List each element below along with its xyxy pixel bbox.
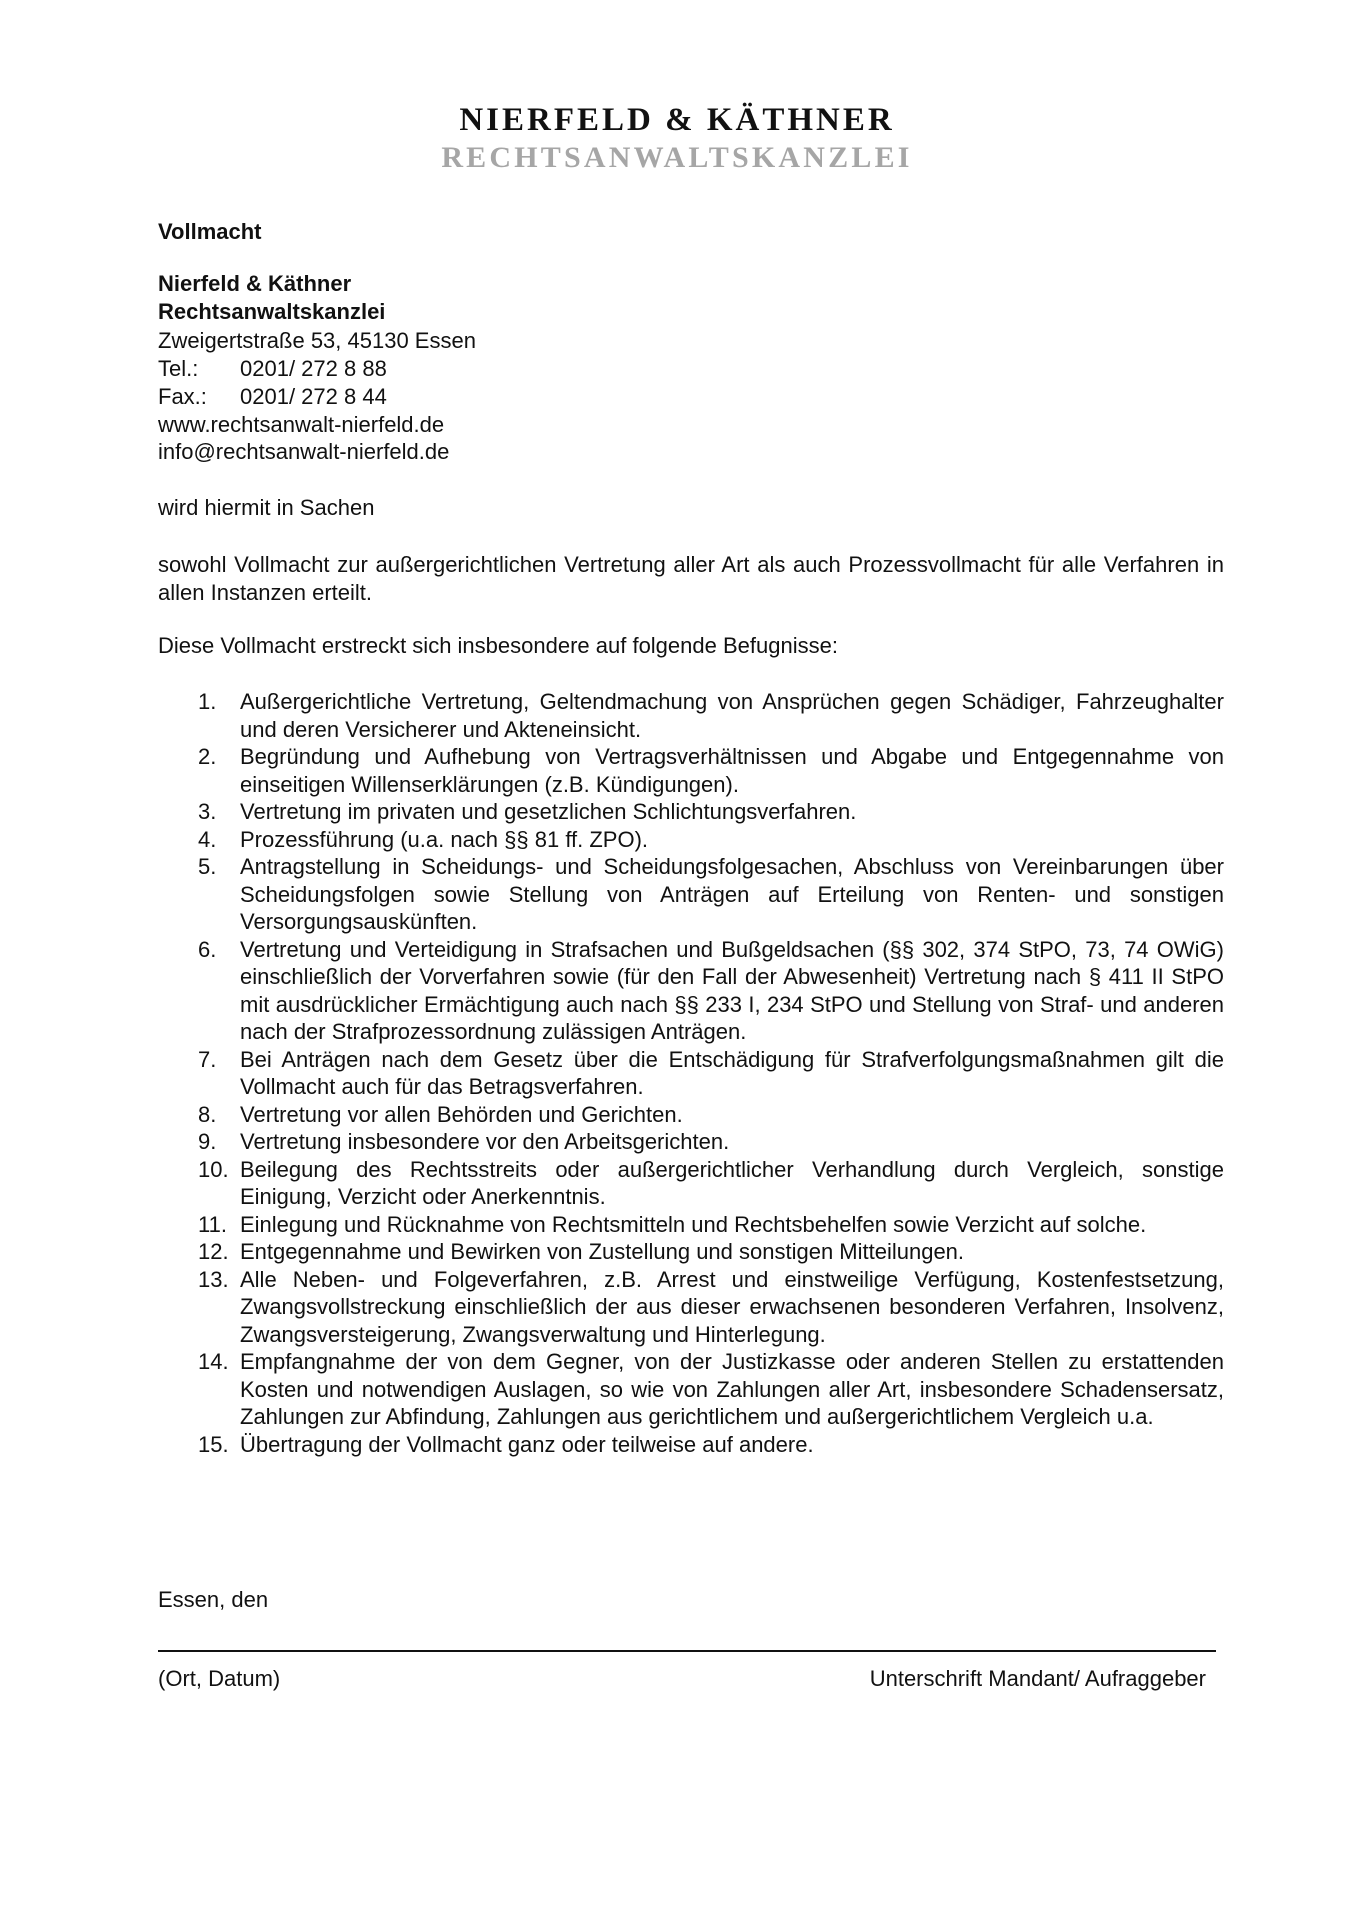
- list-item-number: 4.: [198, 826, 217, 852]
- list-item-text: Vertretung im privaten und gesetzlichen Schlichtungsverfahren.: [240, 799, 857, 824]
- list-item-number: 10.: [198, 1156, 229, 1182]
- signature-label: Unterschrift Mandant/ Aufraggeber: [869, 1666, 1206, 1691]
- place-date-label: (Ort, Datum): [158, 1666, 281, 1691]
- intro-text: wird hiermit in Sachen: [158, 495, 375, 520]
- place-date-prefix: Essen, den: [158, 1587, 269, 1612]
- list-item-number: 13.: [198, 1266, 229, 1292]
- website-link[interactable]: www.rechtsanwalt-nierfeld.de: [158, 412, 445, 437]
- list-item-number: 5.: [198, 854, 217, 879]
- telephone-label: Tel.:: [158, 356, 199, 381]
- list-item: [158, 1266, 1224, 1349]
- letterhead-logo: [0, 100, 1354, 176]
- list-item: [158, 1238, 1224, 1266]
- list-item-text: Prozessführung (u.a. nach §§ 81 ff. ZPO).: [240, 826, 649, 852]
- list-item-number: 1.: [198, 689, 217, 714]
- list-item-text: Bei Anträgen nach dem Gesetz über die Entschädigung für Strafverfolgungsmaßnahmen gilt die Vollmacht auch für das Betragsverfahren.: [240, 1046, 1224, 1099]
- telephone-value: 0201/ 272 8 88: [240, 356, 387, 381]
- list-item-text: Alle Neben- und Folgeverfahren, z.B. Arrest und einstweilige Verfügung, Kostenfestsetzung, Zwangsvollstreckung einschließlich der aus dieser erwachsenen besonderen Verfahren, Insolvenz, Zwangsversteigerung, Zwangsverwaltung und Hinterlegung.: [240, 1266, 1224, 1347]
- list-item: [158, 1211, 1224, 1239]
- list-item: [158, 936, 1224, 1046]
- list-item: [158, 743, 1224, 798]
- list-item-number: 8.: [198, 1101, 217, 1127]
- list-item-text: Vertretung vor allen Behörden und Gerichten.: [240, 1101, 683, 1127]
- email-link[interactable]: info@rechtsanwalt-nierfeld.de: [158, 439, 450, 464]
- list-item: [158, 798, 1224, 826]
- recipient-address: Zweigertstraße 53, 45130 Essen: [158, 328, 476, 353]
- telephone-row: [158, 355, 387, 383]
- powers-list: [158, 688, 1224, 1458]
- list-item-text: Vertretung insbesondere vor den Arbeitsgerichten.: [240, 1129, 730, 1154]
- list-item: [158, 826, 1224, 854]
- list-item-text: Beilegung des Rechtsstreits oder außergerichtlicher Verhandlung durch Vergleich, sonstige Einigung, Verzicht oder Anerkenntnis.: [240, 1156, 1224, 1209]
- list-item: [158, 853, 1224, 936]
- list-item-number: 11.: [198, 1211, 227, 1237]
- list-item-number: 7.: [198, 1046, 217, 1072]
- list-item-text: Übertragung der Vollmacht ganz oder teilweise auf andere.: [240, 1431, 814, 1457]
- document-title: Vollmacht: [158, 219, 262, 244]
- list-item-number: 2.: [198, 744, 217, 769]
- list-item-number: 6.: [198, 936, 217, 962]
- list-item-number: 9.: [198, 1129, 217, 1154]
- list-item: [158, 1128, 1224, 1156]
- list-item: [158, 1431, 1224, 1459]
- list-item-text: Entgegennahme und Bewirken von Zustellung und sonstigen Mitteilungen.: [240, 1239, 965, 1264]
- firm-name: NIERFELD & KÄTHNER: [459, 102, 895, 138]
- list-item-text: Empfangnahme der von dem Gegner, von der Justizkasse oder anderen Stellen zu erstattenden Kosten und notwendigen Auslagen, so wie von Zahlungen aller Art, insbesondere Schadensersatz, Zahlungen zur Abfindung, Zahlungen aus gerichtlichem und außergerichtlichem Vergleich u.a.: [240, 1349, 1224, 1429]
- list-item-text: Vertretung und Verteidigung in Strafsachen und Bußgeldsachen (§§ 302, 374 StPO, 73, 74 OWiG) einschließlich der Vorverfahren sowie (für den Fall der Abwesenheit) Vertretung nach § 411 II StPO mit ausdrücklicher Ermächtigung auch nach §§ 233 I, 234 StPO und Stellung von Straf- und anderen nach der Strafprozessordnung zulässigen Anträgen.: [240, 936, 1224, 1044]
- list-item-number: 12.: [198, 1239, 229, 1264]
- list-item: [158, 1101, 1224, 1129]
- list-item: [158, 688, 1224, 743]
- scope-heading: Diese Vollmacht erstreckt sich insbesondere auf folgende Befugnisse:: [158, 633, 838, 658]
- fax-value: 0201/ 272 8 44: [240, 384, 387, 409]
- fax-row: [158, 383, 387, 411]
- firm-subtitle: RECHTSANWALTSKANZLEI: [441, 141, 913, 174]
- recipient-firm-type: Rechtsanwaltskanzlei: [158, 299, 386, 324]
- fax-label: Fax.:: [158, 384, 207, 409]
- list-item-text: Einlegung und Rücknahme von Rechtsmitteln und Rechtsbehelfen sowie Verzicht auf solche.: [240, 1211, 1147, 1237]
- list-item: [158, 1046, 1224, 1101]
- list-item-text: Antragstellung in Scheidungs- und Scheidungsfolgesachen, Abschluss von Vereinbarungen über Scheidungsfolgen sowie Stellung von Anträgen auf Erteilung von Renten- und sonstigen Versorgungsauskünften.: [240, 854, 1224, 934]
- list-item-text: Außergerichtliche Vertretung, Geltendmachung von Ansprüchen gegen Schädiger, Fahrzeughalter und deren Versicherer und Akteneinsicht.: [240, 689, 1224, 742]
- list-item-number: 3.: [198, 799, 217, 824]
- list-item-number: 14.: [198, 1349, 229, 1374]
- grant-paragraph: sowohl Vollmacht zur außergerichtlichen Vertretung aller Art als auch Prozessvollmacht für alle Verfahren in allen Instanzen erteilt.: [158, 552, 1224, 605]
- list-item-number: 15.: [198, 1431, 229, 1457]
- list-item: [158, 1348, 1224, 1431]
- signature-line: [158, 1650, 1216, 1652]
- recipient-name: Nierfeld & Käthner: [158, 271, 352, 296]
- list-item: [158, 1156, 1224, 1211]
- list-item-text: Begründung und Aufhebung von Vertragsverhältnissen und Abgabe und Entgegennahme von einseitigen Willenserklärungen (z.B. Kündigungen).: [240, 744, 1224, 797]
